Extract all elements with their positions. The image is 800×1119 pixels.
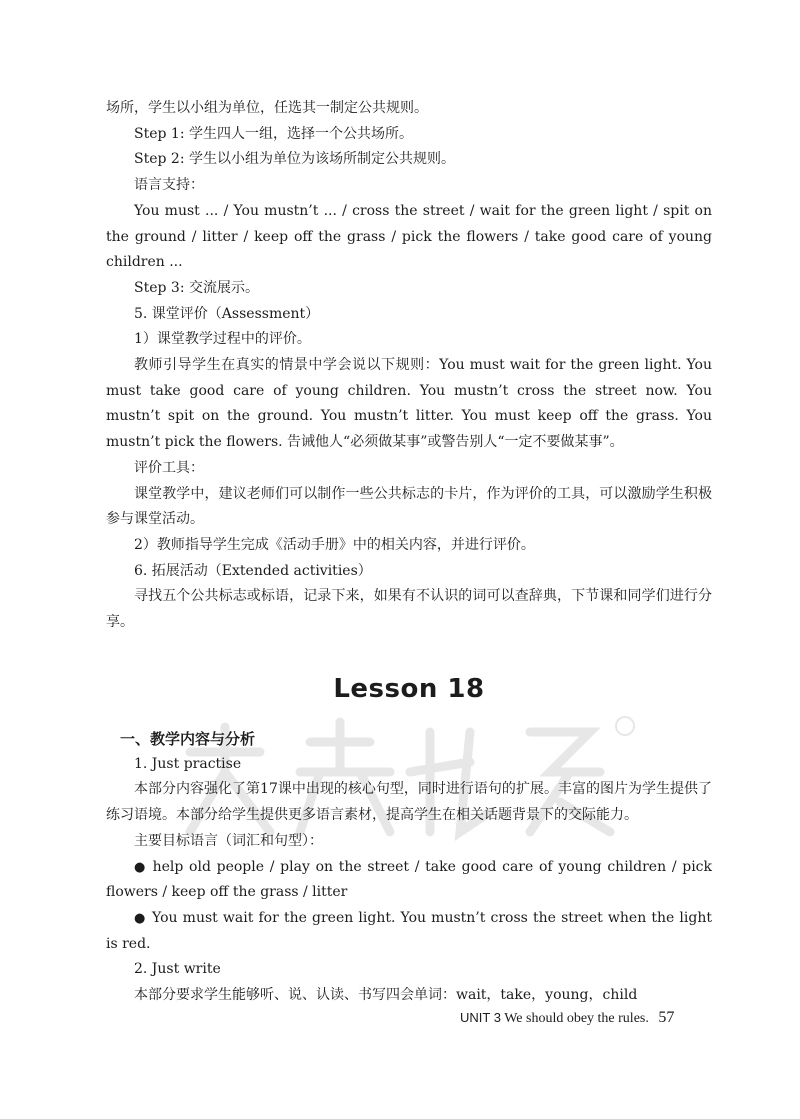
assessment-tools-label: 评价工具：: [134, 459, 204, 476]
extended-activities-heading: 6. 拓展活动（Extended activities）: [134, 562, 372, 579]
footer-title: We should obey the rules.: [504, 1011, 649, 1026]
assessment-tools-text: 课堂教学中，建议老师们可以制作一些公共标志的卡片，作为评价的工具，可以激励学生积极参与课堂活动。: [106, 485, 712, 528]
step-3: Step 3: 交流展示。: [134, 279, 259, 296]
main-text: [106, 96, 712, 1009]
bullet-item-sentences: ● You must wait for the green light. You mustn’t cross the street when the light is red.: [106, 906, 712, 957]
just-write-heading: 2. Just write: [134, 961, 221, 978]
target-language-label: 主要目标语言（词汇和句型）：: [134, 832, 323, 849]
bullet-item-vocabulary: ● help old people / play on the street / take good care of young children / pick flowers / keep off the grass / litter: [106, 855, 712, 906]
language-support-text: You must ... / You mustn’t ... / cross the street / wait for the green light / spit on the ground / litter / keep off the grass / pick the flowers / take good care of young children ...: [106, 202, 712, 271]
extended-activities-text: 寻找五个公共标志或标语，记录下来，如果有不认识的词可以查辞典，下节课和同学们进行分享。: [106, 588, 712, 631]
language-support-label: 语言支持：: [134, 177, 204, 194]
assessment-item-2: 2）教师指导学生完成《活动手册》中的相关内容，并进行评价。: [134, 536, 535, 553]
section-heading: 一、教学内容与分析: [120, 729, 256, 748]
page-footer: [460, 1009, 674, 1027]
just-practise-text: 本部分内容强化了第17课中出现的核心句型，同时进行语句的扩展。丰富的图片为学生提供了练习语境。本部分给学生提供更多语言素材，提高学生在相关话题背景下的交际能力。: [106, 781, 712, 824]
lesson-title: Lesson 18: [333, 673, 485, 704]
assessment-item-1: 1）课堂教学过程中的评价。: [134, 331, 311, 348]
just-practise-heading: 1. Just practise: [134, 755, 242, 772]
step-1: Step 1: 学生四人一组，选择一个公共场所。: [134, 125, 413, 142]
step-2: Step 2: 学生以小组为单位为该场所制定公共规则。: [134, 151, 455, 168]
paragraph: 场所，学生以小组为单位，任选其一制定公共规则。: [106, 100, 428, 116]
assessment-rules-text: 教师引导学生在真实的情景中学会说以下规则：You must wait for the green light. You must take good care of young children. You mustn’t cross the street now. You mustn’t spit on the ground. You mustn’t litter. You must keep off the grass. You mustn’t pick the flowers. 告诫他人“必须做某事”或警告别人“一定不要做某事”。: [106, 357, 712, 451]
page-number: 57: [658, 1009, 675, 1026]
assessment-heading: 5. 课堂评价（Assessment）: [134, 305, 320, 322]
just-write-text: 本部分要求学生能够听、说、认读、书写四会单词：wait，take，young，child: [134, 987, 638, 1004]
footer-unit: UNIT 3: [460, 1010, 501, 1025]
